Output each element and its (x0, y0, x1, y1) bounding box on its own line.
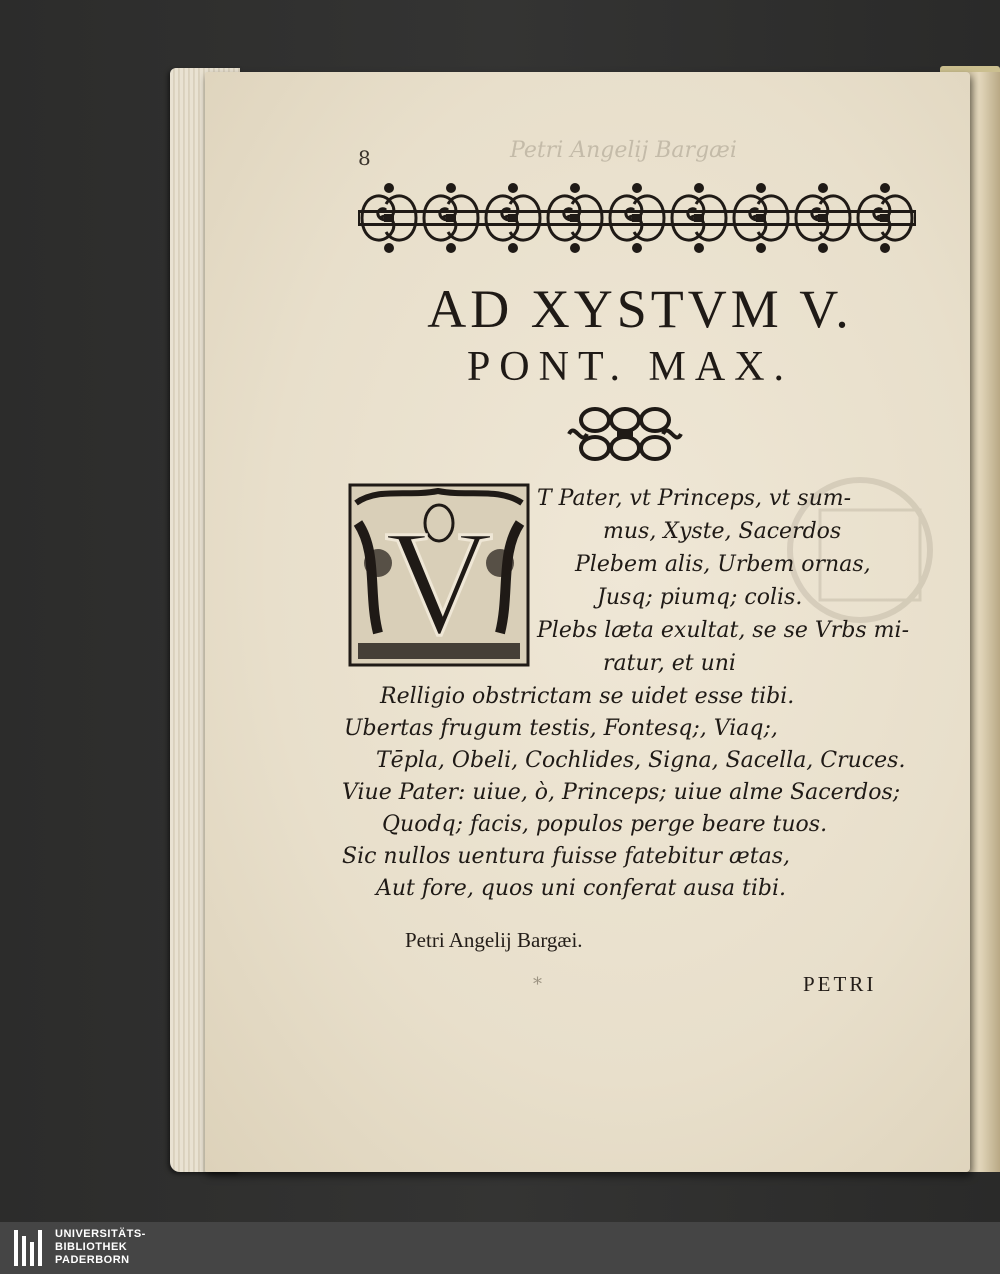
facing-page-edge (965, 72, 1000, 1172)
ornamental-headpiece-icon (358, 180, 916, 256)
running-head-bleed: Petri Angelij Bargæi (510, 138, 737, 163)
verse-line: Tēpla, Obeli, Cochlides, Signa, Sacella, Cruces. (376, 748, 906, 773)
verse-line: Viue Pater: uiue, ò, Princeps; uiue alme Sacerdos; (342, 780, 901, 805)
logo-text-line: BIBLIOTHEK (55, 1241, 128, 1253)
catchword: PETRI (803, 972, 877, 996)
verse-line: Relligio obstrictam se uidet esse tibi. (380, 684, 795, 709)
verse-line: Plebs læta exultat, se se Vrbs mi- (537, 618, 910, 643)
logo-text-line: PADERBORN (55, 1254, 130, 1266)
verse-line: Quodq; facis, populos perge beare tuos. (382, 812, 828, 837)
fleuron-ornament-icon (565, 402, 685, 466)
verse-line: Ubertas frugum testis, Fontesq;, Viaq;, (344, 716, 778, 741)
library-footer (0, 1222, 1000, 1274)
verse-line: mus, Xyste, Sacerdos (603, 519, 842, 544)
library-logo-icon (14, 1230, 48, 1266)
page-number: 8 (358, 146, 371, 170)
title-line-2: PONT. MAX. (466, 344, 794, 390)
verse-line: Jusq; piumq; colis. (597, 585, 803, 610)
initial-letter: V (384, 500, 494, 666)
verse-line: Aut fore, quos uni conferat ausa tibi. (376, 876, 786, 901)
author-signature: Petri Angelij Bargæi. (405, 928, 583, 952)
verse-line: Plebem alis, Urbem ornas, (575, 552, 871, 577)
verse-line: T Pater, vt Princeps, vt sum- (537, 486, 852, 511)
title-line-1: AD XYSTVM V. (427, 279, 853, 339)
star-mark: * (533, 974, 542, 995)
verse-line: Sic nullos uentura fuisse fatebitur ætas, (342, 844, 790, 869)
verse-line: ratur, et uni (603, 651, 736, 676)
logo-text-line: UNIVERSITÄTS- (55, 1228, 146, 1240)
decorated-initial-icon (348, 483, 530, 667)
